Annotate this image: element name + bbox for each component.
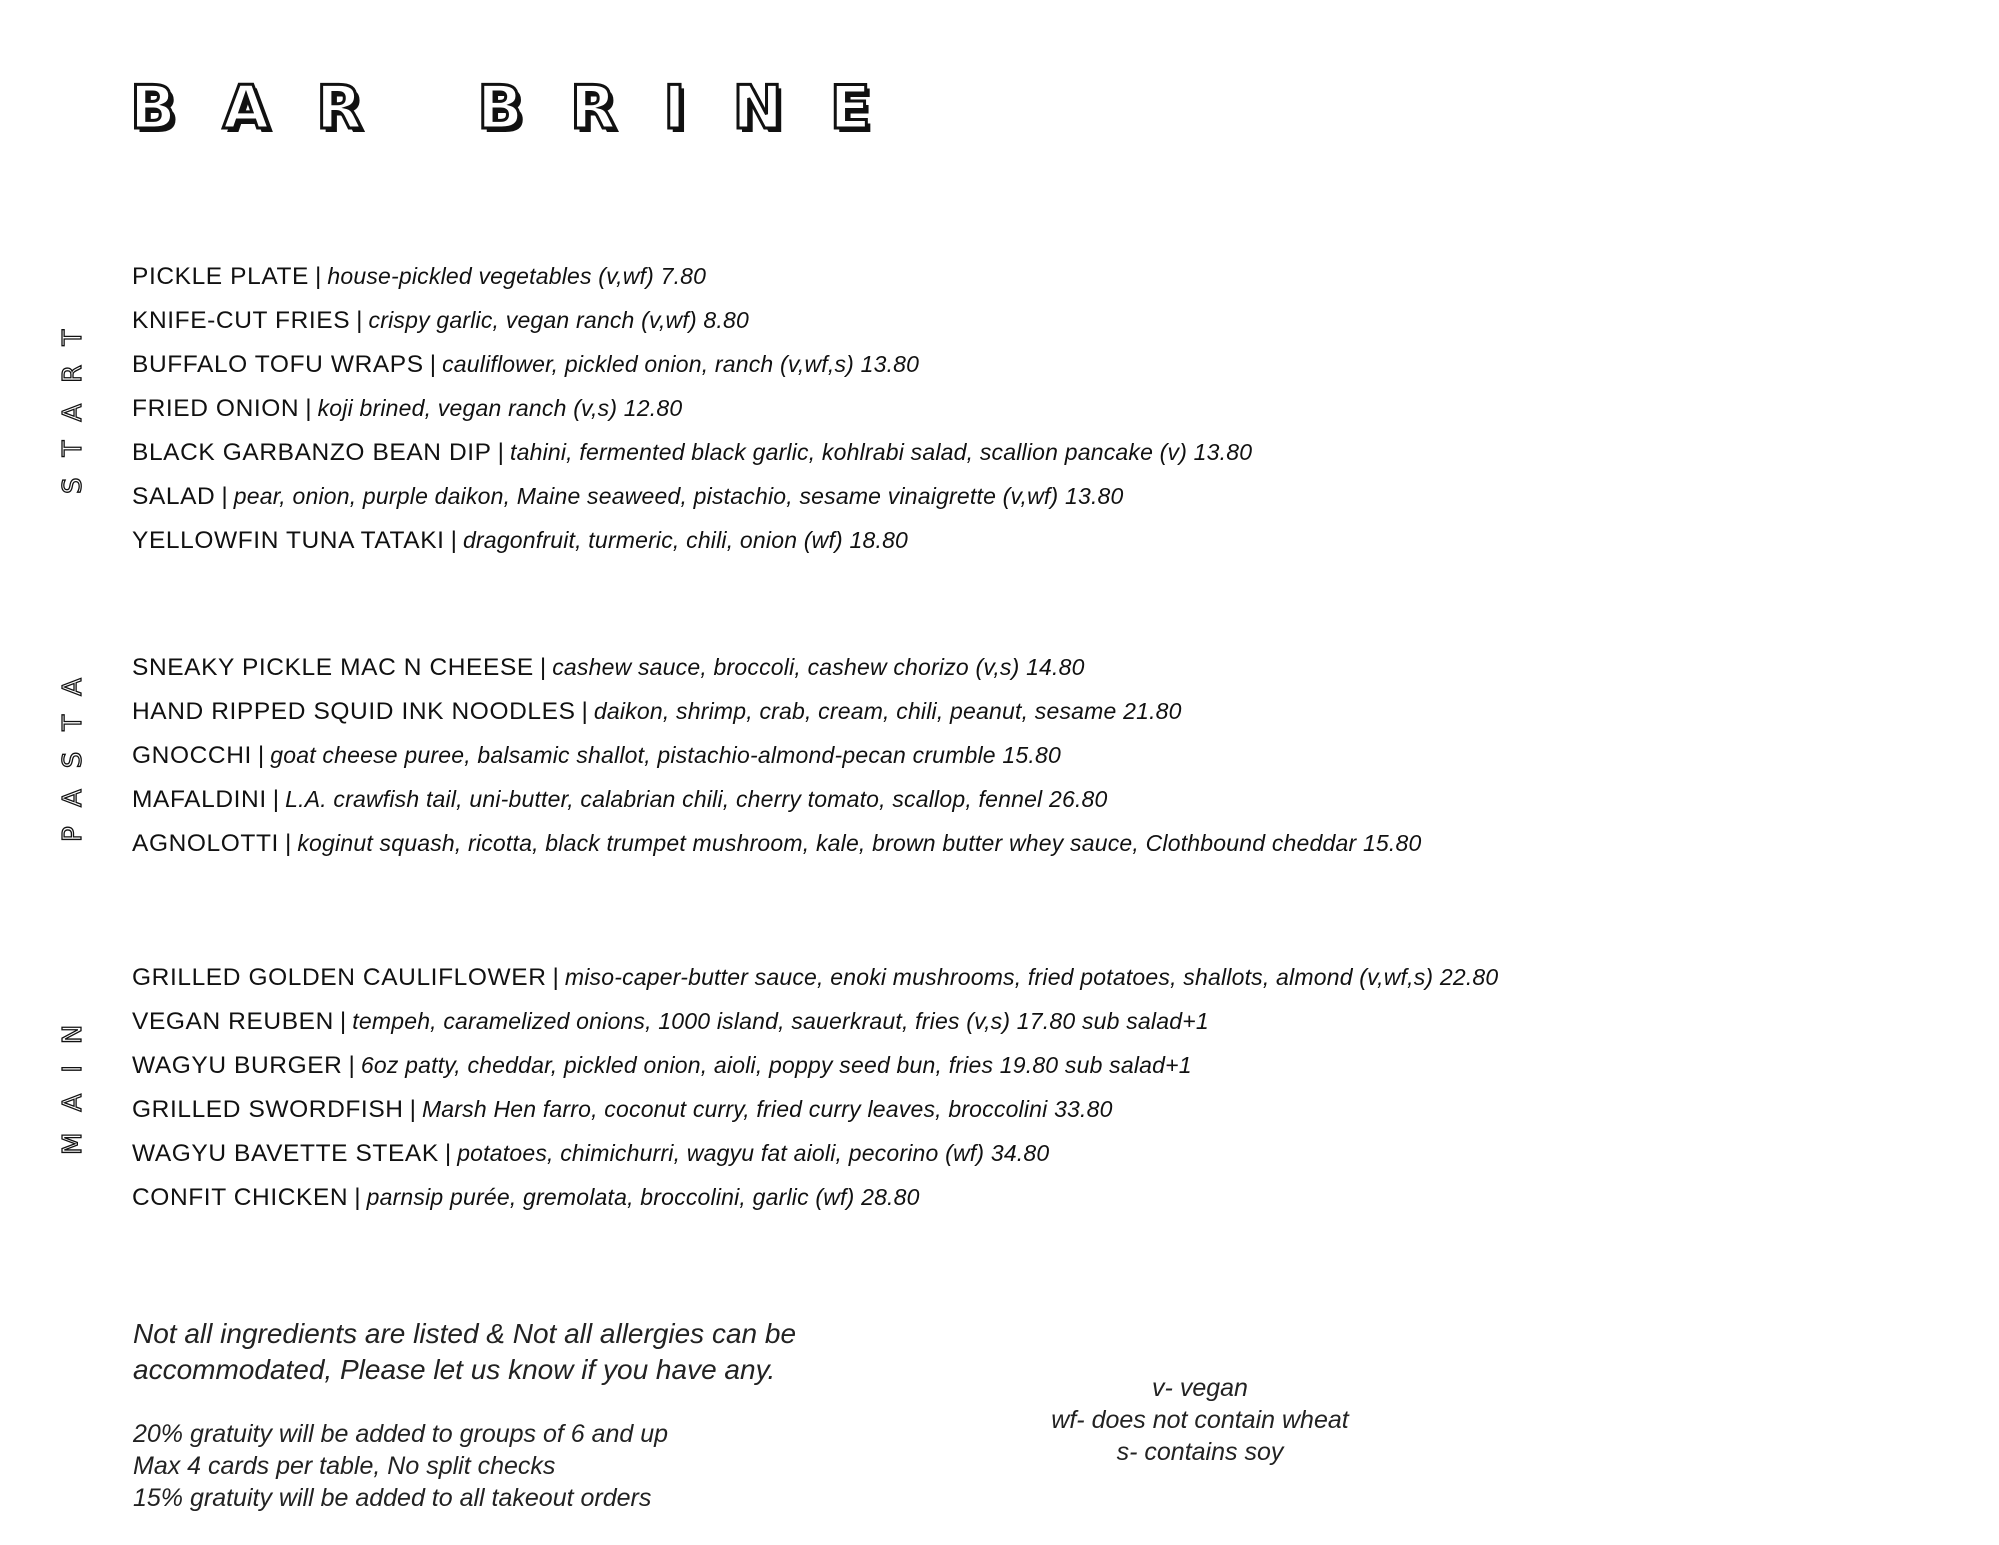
policy-line: 15% gratuity will be added to all takeout orders <box>133 1484 652 1512</box>
menu-item <box>132 342 1252 386</box>
allergy-notice-line: Not all ingredients are listed & Not all allergies can be <box>133 1318 797 1349</box>
menu-item <box>132 999 1498 1043</box>
allergy-notice-line: accommodated, Please let us know if you have any. <box>133 1354 776 1385</box>
item-name: GNOCCHI <box>132 742 252 769</box>
item-name: AGNOLOTTI <box>132 830 279 857</box>
item-separator: | <box>354 1184 361 1211</box>
menu-item <box>132 430 1252 474</box>
item-name: BLACK GARBANZO BEAN DIP <box>132 439 492 466</box>
restaurant-name: BAR BRINE <box>130 73 918 143</box>
legend-item: s- contains soy <box>1116 1438 1284 1466</box>
item-separator: | <box>348 1052 355 1079</box>
item-description: miso-caper-butter sauce, enoki mushrooms, fried potatoes, shallots, almond (v,wf,s) 22.80 <box>564 964 1499 990</box>
item-description: 6oz patty, cheddar, pickled onion, aioli, poppy seed bun, fries 19.80 sub salad+1 <box>360 1052 1192 1078</box>
menu-item <box>132 955 1498 999</box>
item-name: BUFFALO TOFU WRAPS <box>132 351 424 378</box>
item-separator: | <box>339 1008 347 1035</box>
menu-item <box>132 689 1422 733</box>
menu-item <box>132 733 1422 777</box>
item-separator: | <box>450 527 457 554</box>
item-separator: | <box>272 786 280 813</box>
item-separator: | <box>305 395 312 422</box>
menu-item <box>132 1131 1498 1175</box>
item-separator: | <box>409 1096 416 1123</box>
pasta-items <box>132 645 1422 865</box>
item-name: MAFALDINI <box>132 786 267 813</box>
item-separator: | <box>552 964 559 991</box>
item-name: YELLOWFIN TUNA TATAKI <box>132 527 445 554</box>
item-description: crispy garlic, vegan ranch (v,wf) 8.80 <box>368 307 749 333</box>
item-name: WAGYU BURGER <box>132 1052 343 1079</box>
item-separator: | <box>539 654 547 681</box>
item-name: WAGYU BAVETTE STEAK <box>132 1140 439 1167</box>
menu-item <box>132 386 1252 430</box>
legend-item: wf- does not contain wheat <box>1051 1406 1349 1434</box>
item-description: daikon, shrimp, crab, cream, chili, peanut, sesame 21.80 <box>593 698 1182 724</box>
menu-item <box>132 298 1252 342</box>
policy-notes <box>133 1418 853 1514</box>
item-name: GRILLED GOLDEN CAULIFLOWER <box>132 964 547 991</box>
item-description: koginut squash, ricotta, black trumpet mushroom, kale, brown butter whey sauce, Clothbound cheddar 15.80 <box>297 830 1422 856</box>
item-separator: | <box>314 263 322 290</box>
item-name: SNEAKY PICKLE MAC N CHEESE <box>132 654 534 681</box>
section-label-start: START <box>58 308 88 494</box>
menu-item <box>132 1043 1498 1087</box>
item-description: cashew sauce, broccoli, cashew chorizo (v,s) 14.80 <box>552 654 1085 680</box>
start-items <box>132 254 1252 562</box>
item-separator: | <box>444 1140 452 1167</box>
item-description: tempeh, caramelized onions, 1000 island, sauerkraut, fries (v,s) 17.80 sub salad+1 <box>352 1008 1209 1034</box>
item-description: house-pickled vegetables (v,wf) 7.80 <box>327 263 707 289</box>
menu-item <box>132 777 1422 821</box>
item-name: GRILLED SWORDFISH <box>132 1096 404 1123</box>
menu-item <box>132 1087 1498 1131</box>
item-description: cauliflower, pickled onion, ranch (v,wf,s) 13.80 <box>442 351 920 377</box>
dietary-legend <box>1040 1372 1360 1468</box>
policy-line: Max 4 cards per table, No split checks <box>133 1452 556 1480</box>
item-description: goat cheese puree, balsamic shallot, pistachio-almond-pecan crumble 15.80 <box>270 742 1061 768</box>
item-description: pear, onion, purple daikon, Maine seaweed, pistachio, sesame vinaigrette (v,wf) 13.80 <box>233 483 1124 509</box>
item-name: KNIFE-CUT FRIES <box>132 307 351 334</box>
menu-item <box>132 1175 1498 1219</box>
item-description: Marsh Hen farro, coconut curry, fried curry leaves, broccolini 33.80 <box>421 1096 1113 1122</box>
section-label-pasta: PASTA <box>58 657 88 842</box>
item-description: dragonfruit, turmeric, chili, onion (wf) 18.80 <box>462 527 909 553</box>
item-name: PICKLE PLATE <box>132 263 309 290</box>
footer-notes <box>133 1316 853 1514</box>
item-description: potatoes, chimichurri, wagyu fat aioli, pecorino (wf) 34.80 <box>457 1140 1050 1166</box>
item-separator: | <box>581 698 588 725</box>
item-name: CONFIT CHICKEN <box>132 1184 349 1211</box>
item-description: L.A. crawfish tail, uni-butter, calabrian chili, cherry tomato, scallop, fennel 26.80 <box>285 786 1108 812</box>
item-name: VEGAN REUBEN <box>132 1008 334 1035</box>
policy-line: 20% gratuity will be added to groups of 6 and up <box>133 1420 669 1448</box>
item-separator: | <box>257 742 265 769</box>
menu-item <box>132 254 1252 298</box>
menu-item <box>132 645 1422 689</box>
item-description: tahini, fermented black garlic, kohlrabi salad, scallion pancake (v) 13.80 <box>510 439 1253 465</box>
item-separator: | <box>497 439 504 466</box>
main-items <box>132 955 1498 1219</box>
item-description: parnsip purée, gremolata, broccolini, garlic (wf) 28.80 <box>366 1184 920 1210</box>
item-separator: | <box>284 830 292 857</box>
item-description: koji brined, vegan ranch (v,s) 12.80 <box>317 395 683 421</box>
menu-item <box>132 518 1252 562</box>
allergy-notice <box>133 1316 853 1388</box>
item-separator: | <box>221 483 228 510</box>
section-label-main: MAIN <box>58 1003 88 1155</box>
item-name: FRIED ONION <box>132 395 300 422</box>
item-separator: | <box>429 351 437 378</box>
item-separator: | <box>356 307 363 334</box>
legend-item: v- vegan <box>1152 1374 1248 1402</box>
item-name: HAND RIPPED SQUID INK NOODLES <box>132 698 576 725</box>
item-name: SALAD <box>132 483 216 510</box>
menu-item <box>132 474 1252 518</box>
menu-item <box>132 821 1422 865</box>
